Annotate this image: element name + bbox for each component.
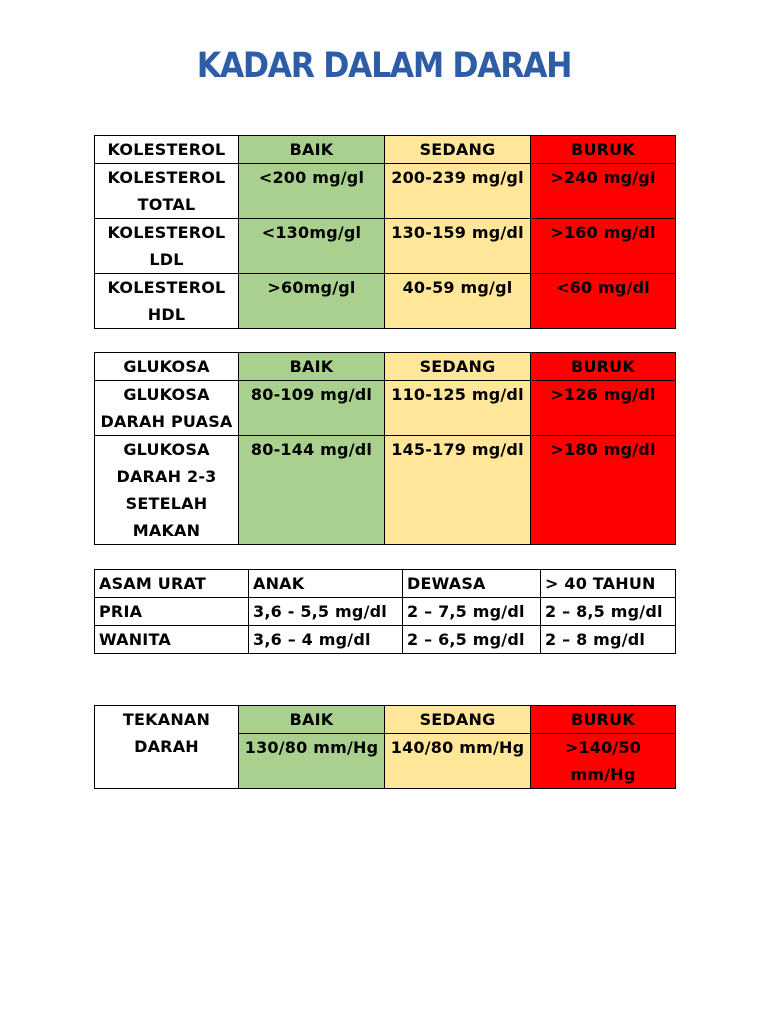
header-cell-baik: BAIK <box>239 136 385 164</box>
header-cell-buruk: BURUK <box>531 136 676 164</box>
cell-40-tahun: 2 – 8,5 mg/dl <box>541 598 676 626</box>
cell-sedang: 130-159 mg/dl <box>385 219 531 274</box>
cell-dewasa: 2 – 7,5 mg/dl <box>403 598 541 626</box>
header-cell-40-tahun: > 40 TAHUN <box>541 570 676 598</box>
header-cell-sedang: SEDANG <box>385 136 531 164</box>
table-row <box>95 164 676 219</box>
header-cell-label: ASAM URAT <box>95 570 249 598</box>
header-cell-buruk: BURUK <box>531 706 676 734</box>
row-label: GLUKOSA DARAH PUASA <box>95 381 239 436</box>
cell-baik: 80-144 mg/dl <box>239 436 385 545</box>
page-title: KADAR DALAM DARAH <box>196 46 572 86</box>
header-cell-sedang: SEDANG <box>385 706 531 734</box>
header-cell-sedang: SEDANG <box>385 353 531 381</box>
glukosa-table <box>94 352 676 545</box>
cell-buruk: >240 mg/gl <box>531 164 676 219</box>
cell-anak: 3,6 – 4 mg/dl <box>249 626 403 654</box>
cell-buruk: >180 mg/dl <box>531 436 676 545</box>
cell-sedang: 140/80 mm/Hg <box>385 734 531 789</box>
tekanan-darah-table <box>94 705 676 789</box>
cell-baik: 80-109 mg/dl <box>239 381 385 436</box>
table-header-row <box>95 706 676 734</box>
asam-urat-table <box>94 569 676 654</box>
header-cell-anak: ANAK <box>249 570 403 598</box>
kolesterol-table <box>94 135 676 329</box>
cell-buruk: <60 mg/dl <box>531 274 676 329</box>
cell-40-tahun: 2 – 8 mg/dl <box>541 626 676 654</box>
table-row <box>95 381 676 436</box>
header-cell-label: KOLESTEROL <box>95 136 239 164</box>
table-header-row <box>95 353 676 381</box>
table-row <box>95 436 676 545</box>
table-header-row <box>95 136 676 164</box>
row-label: PRIA <box>95 598 249 626</box>
cell-sedang: 40-59 mg/gl <box>385 274 531 329</box>
table-header-row <box>95 570 676 598</box>
cell-anak: 3,6 - 5,5 mg/dl <box>249 598 403 626</box>
row-label: WANITA <box>95 626 249 654</box>
row-label: KOLESTEROL HDL <box>95 274 239 329</box>
table-row <box>95 219 676 274</box>
cell-baik: 130/80 mm/Hg <box>239 734 385 789</box>
cell-baik: >60mg/gl <box>239 274 385 329</box>
cell-buruk: >126 mg/dl <box>531 381 676 436</box>
cell-sedang: 200-239 mg/gl <box>385 164 531 219</box>
table-row <box>95 274 676 329</box>
cell-dewasa: 2 – 6,5 mg/dl <box>403 626 541 654</box>
cell-baik: <130mg/gl <box>239 219 385 274</box>
cell-sedang: 145-179 mg/dl <box>385 436 531 545</box>
row-label: KOLESTEROL LDL <box>95 219 239 274</box>
row-label: TEKANAN DARAH <box>95 706 239 789</box>
row-label: GLUKOSA DARAH 2-3 SETELAH MAKAN <box>95 436 239 545</box>
cell-sedang: 110-125 mg/dl <box>385 381 531 436</box>
header-cell-buruk: BURUK <box>531 353 676 381</box>
header-cell-baik: BAIK <box>239 706 385 734</box>
header-cell-label: GLUKOSA <box>95 353 239 381</box>
cell-baik: <200 mg/gl <box>239 164 385 219</box>
table-row <box>95 598 676 626</box>
cell-buruk: >160 mg/dl <box>531 219 676 274</box>
header-cell-baik: BAIK <box>239 353 385 381</box>
row-label: KOLESTEROL TOTAL <box>95 164 239 219</box>
header-cell-dewasa: DEWASA <box>403 570 541 598</box>
cell-buruk: >140/50 mm/Hg <box>531 734 676 789</box>
table-row <box>95 626 676 654</box>
